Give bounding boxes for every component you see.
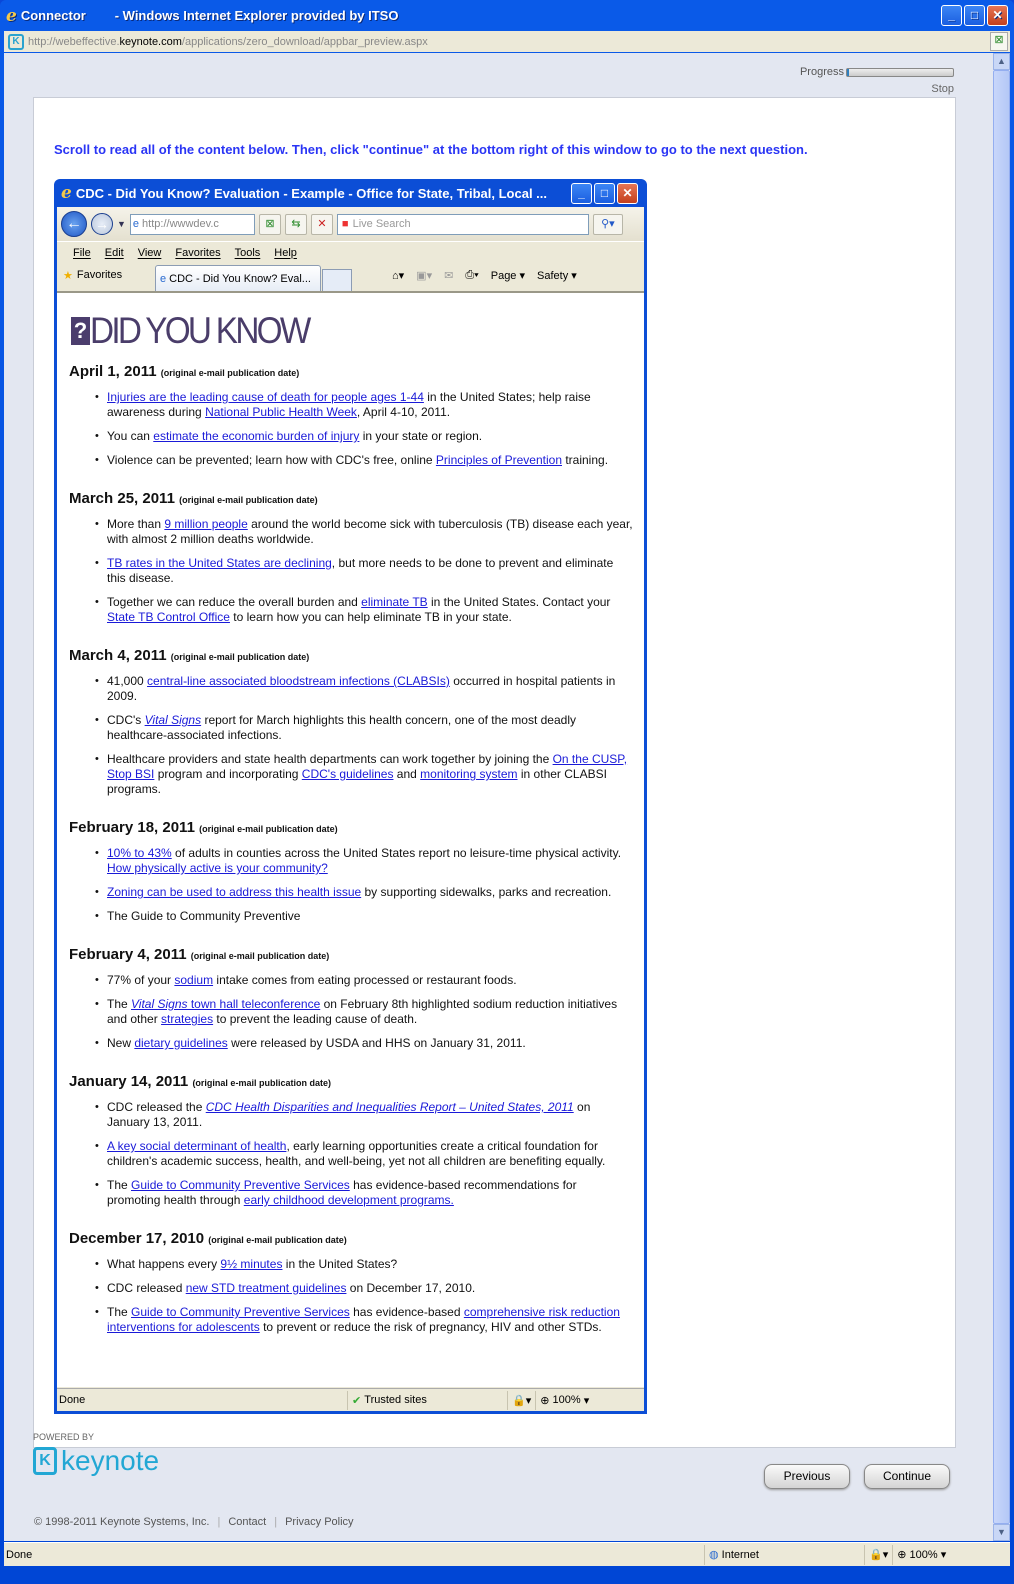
date-note: (original e-mail publication date): [179, 495, 318, 505]
list-item: [107, 713, 633, 743]
list-item: [107, 997, 633, 1027]
item-text: CDC released the: [107, 1100, 206, 1114]
content-link[interactable]: Vital Signs: [131, 997, 188, 1011]
item-text: 77% of your: [107, 973, 175, 987]
content-link[interactable]: town hall teleconference: [187, 997, 321, 1011]
home-icon: ⌂▾: [392, 270, 405, 282]
item-text: of adults in counties across the United States report no leisure-time physical activity.: [171, 846, 622, 860]
inner-tab: e CDC - Did You Know? Eval...: [155, 265, 321, 291]
mail-icon: ✉: [444, 270, 454, 282]
inner-menu-bar: [57, 241, 644, 263]
item-text: has evidence-based: [349, 1305, 464, 1319]
content-link[interactable]: central-line associated bloodstream infections (CLABSIs): [147, 674, 450, 688]
progress-indicator: [800, 66, 954, 78]
date-note: (original e-mail publication date): [190, 951, 330, 961]
date-note: (original e-mail publication date): [208, 1235, 347, 1245]
inner-maximize-button: □: [594, 183, 615, 204]
list-item: [107, 846, 633, 876]
item-text: training.: [562, 453, 609, 467]
list-item: [107, 1100, 633, 1130]
scroll-down-button[interactable]: ▼: [993, 1524, 1010, 1541]
content-link[interactable]: 9½ minutes: [220, 1257, 283, 1271]
address-bar[interactable]: [4, 31, 1010, 52]
content-link[interactable]: TB rates in the United States are declining: [107, 556, 332, 570]
content-link[interactable]: CDC's guidelines: [301, 767, 394, 781]
status-text: Done: [6, 1548, 33, 1561]
item-text: , but more needs to be done to prevent and eliminate this disease.: [107, 556, 614, 585]
fact-list: [107, 390, 639, 468]
content-link[interactable]: new STD treatment guidelines: [185, 1281, 347, 1295]
item-text: The Guide to Community Preventive: [107, 909, 301, 923]
url-host: keynote.com: [119, 35, 182, 48]
stop-icon: ✕: [311, 214, 333, 235]
inner-title-bar: [57, 179, 644, 207]
forward-icon: →: [91, 213, 113, 235]
item-text: 41,000: [107, 674, 148, 688]
section-date: March 4, 2011 (original e-mail publication date): [69, 647, 310, 664]
status-bar: [4, 1542, 1010, 1566]
url-prefix: http://webeffective.: [28, 35, 120, 48]
copyright: © 1998-2011 Keynote Systems, Inc.: [34, 1516, 210, 1528]
ie-icon: e: [6, 5, 17, 26]
inner-zone: Trusted sites: [364, 1394, 427, 1406]
item-text: intake comes from eating processed or restaurant foods.: [213, 973, 517, 987]
refresh-icon: ⇆: [285, 214, 307, 235]
item-text: What happens every: [107, 1257, 221, 1271]
url-path: /applications/zero_download/appbar_preview.aspx: [181, 35, 428, 48]
item-text: were released by USDA and HHS on January 31, 2011.: [227, 1036, 526, 1050]
item-text: The: [107, 1305, 132, 1319]
privacy-policy-link[interactable]: Privacy Policy: [285, 1516, 354, 1528]
list-item: [107, 517, 633, 547]
zoom-icon: ⊕: [897, 1549, 907, 1561]
fact-list: [107, 846, 639, 924]
item-text: to prevent the leading cause of death.: [213, 1012, 418, 1026]
windows-logo-icon: ■: [341, 218, 349, 230]
zoom-icon: ⊕: [540, 1394, 550, 1407]
menu-view: View: [137, 246, 162, 259]
progress-bar: [846, 68, 954, 77]
content-link[interactable]: 10% to 43%: [107, 846, 172, 860]
did-you-know-logo: ? DID YOU KNOW: [71, 303, 639, 351]
item-text: The: [107, 1178, 132, 1192]
zone-label: Internet: [721, 1548, 759, 1561]
protected-mode-icon: 🔒▾: [507, 1391, 535, 1410]
item-text: and: [393, 767, 421, 781]
content-link[interactable]: How physically active is your community?: [107, 861, 328, 875]
compat-view-icon[interactable]: ⊠: [990, 32, 1008, 51]
content-link[interactable]: comprehensive risk reduction interventions for adolescents: [107, 1305, 620, 1334]
item-text: in the United States?: [282, 1257, 398, 1271]
search-icon: ⚲▾: [593, 214, 623, 235]
section-date: December 17, 2010 (original e-mail publication date): [69, 1230, 347, 1247]
inner-favorites-bar: [57, 263, 644, 293]
content-link[interactable]: On the CUSP, Stop BSI: [107, 752, 628, 781]
item-text: in the United States; help raise awareness during: [107, 390, 591, 419]
menu-help: Help: [274, 246, 297, 259]
content-link[interactable]: estimate the economic burden of injury: [153, 429, 360, 443]
new-tab: [322, 269, 352, 291]
fact-list: [107, 1257, 639, 1335]
embedded-browser-screenshot: [54, 179, 647, 1414]
list-item: [107, 674, 633, 704]
item-text: More than: [107, 517, 165, 531]
content-link[interactable]: 9 million people: [164, 517, 248, 531]
inner-close-button: ✕: [617, 183, 638, 204]
close-button[interactable]: ✕: [987, 5, 1008, 26]
content-panel: [33, 97, 956, 1448]
list-item: [107, 973, 633, 988]
list-item: [107, 909, 633, 924]
inner-window-title: CDC - Did You Know? Evaluation - Example - Office for State, Tribal, Local ...: [75, 185, 548, 201]
list-item: [107, 1257, 633, 1272]
list-item: [107, 1281, 633, 1296]
item-text: has evidence-based recommendations for promoting health through: [107, 1178, 577, 1207]
list-item: [107, 1178, 633, 1208]
compat-icon: ⊠: [259, 214, 281, 235]
protected-mode-icon[interactable]: 🔒▾: [864, 1545, 892, 1565]
previous-button[interactable]: Previous: [764, 1464, 850, 1489]
menu-favorites: Favorites: [175, 246, 221, 259]
section-date: March 25, 2011 (original e-mail publication date): [69, 490, 318, 507]
list-item: [107, 556, 633, 586]
section-date: February 4, 2011 (original e-mail publication date): [69, 946, 330, 963]
inner-url-field: e http://wwwdev.c: [130, 214, 255, 235]
maximize-button[interactable]: □: [964, 5, 985, 26]
content-link[interactable]: Principles of Prevention: [435, 453, 562, 467]
item-text: on January 13, 2011.: [107, 1100, 591, 1129]
fact-list: [107, 517, 639, 625]
section-date: February 18, 2011 (original e-mail publication date): [69, 819, 338, 836]
scroll-thumb[interactable]: [993, 70, 1010, 1524]
window-title: Connector - Windows Internet Explorer provided by ITSO: [20, 8, 399, 23]
item-text: , early learning opportunities create a critical foundation for children's academic success, health, and well-being, yet not all children are benefiting equally.: [107, 1139, 606, 1168]
content-link[interactable]: State TB Control Office: [107, 610, 230, 624]
ie-icon: e: [61, 183, 72, 203]
content-link[interactable]: Vital Signs: [144, 713, 202, 727]
content-link[interactable]: Guide to Community Preventive Services: [131, 1305, 350, 1319]
item-text: CDC released: [107, 1281, 186, 1295]
content-link[interactable]: early childhood development programs.: [243, 1193, 454, 1207]
favorites-button: Favorites: [76, 269, 123, 281]
content-link[interactable]: eliminate TB: [361, 595, 428, 609]
inner-status-bar: Done ✔ Trusted sites 🔒▾ ⊕ 100% ▾: [57, 1388, 644, 1411]
date-note: (original e-mail publication date): [170, 652, 310, 662]
page-scrollbar[interactable]: [993, 53, 1010, 1541]
inner-zoom: 100%: [552, 1394, 581, 1406]
star-icon: ★: [63, 270, 73, 282]
section-date: January 14, 2011 (original e-mail publication date): [69, 1073, 331, 1090]
item-text: by supporting sidewalks, parks and recreation.: [361, 885, 612, 899]
section-date: April 1, 2011 (original e-mail publication date): [69, 363, 300, 380]
inner-page-content: [57, 293, 644, 1387]
item-text: You can: [107, 429, 154, 443]
item-text: on February 8th highlighted sodium reduction initiatives and other: [107, 997, 618, 1026]
content-link[interactable]: strategies: [161, 1012, 214, 1026]
item-text: in the United States. Contact your: [427, 595, 611, 609]
continue-button[interactable]: Continue: [864, 1464, 950, 1489]
stop-link[interactable]: Stop: [931, 83, 954, 95]
item-text: Together we can reduce the overall burden and: [107, 595, 362, 609]
menu-edit: Edit: [104, 246, 124, 259]
content-link[interactable]: A key social determinant of health: [107, 1139, 287, 1153]
item-text: in your state or region.: [359, 429, 483, 443]
zoom-control[interactable]: ⊕ 100% ▾: [892, 1545, 950, 1565]
list-item: [107, 453, 633, 468]
inner-status-text: Done: [59, 1394, 86, 1406]
list-item: [107, 752, 633, 797]
content-link[interactable]: CDC Health Disparities and Inequalities Report – United States, 2011: [205, 1100, 574, 1114]
list-item: [107, 1036, 633, 1051]
item-text: occurred in hospital patients in 2009.: [107, 674, 616, 703]
content-link[interactable]: dietary guidelines: [134, 1036, 228, 1050]
page-area: [4, 53, 1010, 1541]
item-text: to learn how you can help eliminate TB in your state.: [229, 610, 512, 624]
list-item: [107, 595, 633, 625]
feeds-icon: ▣▾: [416, 270, 433, 282]
footer-links: © 1998-2011 Keynote Systems, Inc. | Contact | Privacy Policy: [34, 1516, 354, 1528]
inner-nav-toolbar: [57, 207, 644, 241]
content-link[interactable]: Injuries are the leading cause of death for people ages 1-44: [107, 390, 424, 404]
back-icon: ←: [61, 211, 87, 237]
list-item: [107, 1305, 633, 1335]
content-link[interactable]: National Public Health Week: [205, 405, 357, 419]
globe-icon: ◍: [709, 1549, 719, 1561]
date-note: (original e-mail publication date): [192, 1078, 331, 1088]
safety-menu: Safety ▾: [537, 270, 577, 282]
content-link[interactable]: Zoning can be used to address this health issue: [107, 885, 362, 899]
list-item: [107, 390, 633, 420]
content-link[interactable]: monitoring system: [420, 767, 518, 781]
keynote-logo: K keynote: [33, 1445, 159, 1477]
item-text: New: [107, 1036, 135, 1050]
list-item: [107, 885, 633, 900]
instruction-text: Scroll to read all of the content below. Then, click "continue" at the bottom right of this window to go to the next question.: [54, 142, 808, 157]
powered-by-label: POWERED BY: [33, 1432, 95, 1442]
fact-list: [107, 674, 639, 797]
fact-list: [107, 973, 639, 1051]
list-item: [107, 429, 633, 444]
item-text: Healthcare providers and state health departments can work together by joining the: [107, 752, 553, 766]
contact-link[interactable]: Contact: [228, 1516, 267, 1528]
minimize-button[interactable]: _: [941, 5, 962, 26]
keynote-site-icon: K: [8, 34, 24, 50]
menu-file: File: [73, 246, 91, 259]
item-text: to prevent or reduce the risk of pregnancy, HIV and other STDs.: [259, 1320, 602, 1334]
item-text: on December 17, 2010.: [346, 1281, 476, 1295]
content-link[interactable]: Guide to Community Preventive Services: [131, 1178, 350, 1192]
dropdown-icon: ▼: [117, 219, 126, 229]
fact-list: [107, 1100, 639, 1208]
page-menu: Page ▾: [490, 270, 526, 282]
date-note: (original e-mail publication date): [160, 368, 300, 378]
print-icon: ⎙▾: [465, 269, 479, 281]
content-link[interactable]: sodium: [174, 973, 214, 987]
item-text: CDC's: [107, 713, 145, 727]
item-text: , April 4-10, 2011.: [356, 405, 451, 419]
item-text: in other CLABSI programs.: [107, 767, 607, 796]
item-text: report for March highlights this health concern, one of the most deadly healthcare-associated infections.: [107, 713, 576, 742]
inner-search-field: ■ Live Search: [337, 214, 589, 235]
progress-label: Progress: [799, 66, 844, 78]
item-text: The: [107, 997, 132, 1011]
date-note: (original e-mail publication date): [199, 824, 338, 834]
title-bar: [0, 0, 1014, 31]
inner-minimize-button: _: [571, 183, 592, 204]
menu-tools: Tools: [234, 246, 261, 259]
scroll-up-button[interactable]: ▲: [993, 53, 1010, 70]
item-text: program and incorporating: [154, 767, 302, 781]
item-text: around the world become sick with tuberculosis (TB) disease each year, with almost 2 million deaths worldwide.: [107, 517, 633, 546]
item-text: Violence can be prevented; learn how with CDC's free, online: [107, 453, 436, 467]
list-item: [107, 1139, 633, 1169]
